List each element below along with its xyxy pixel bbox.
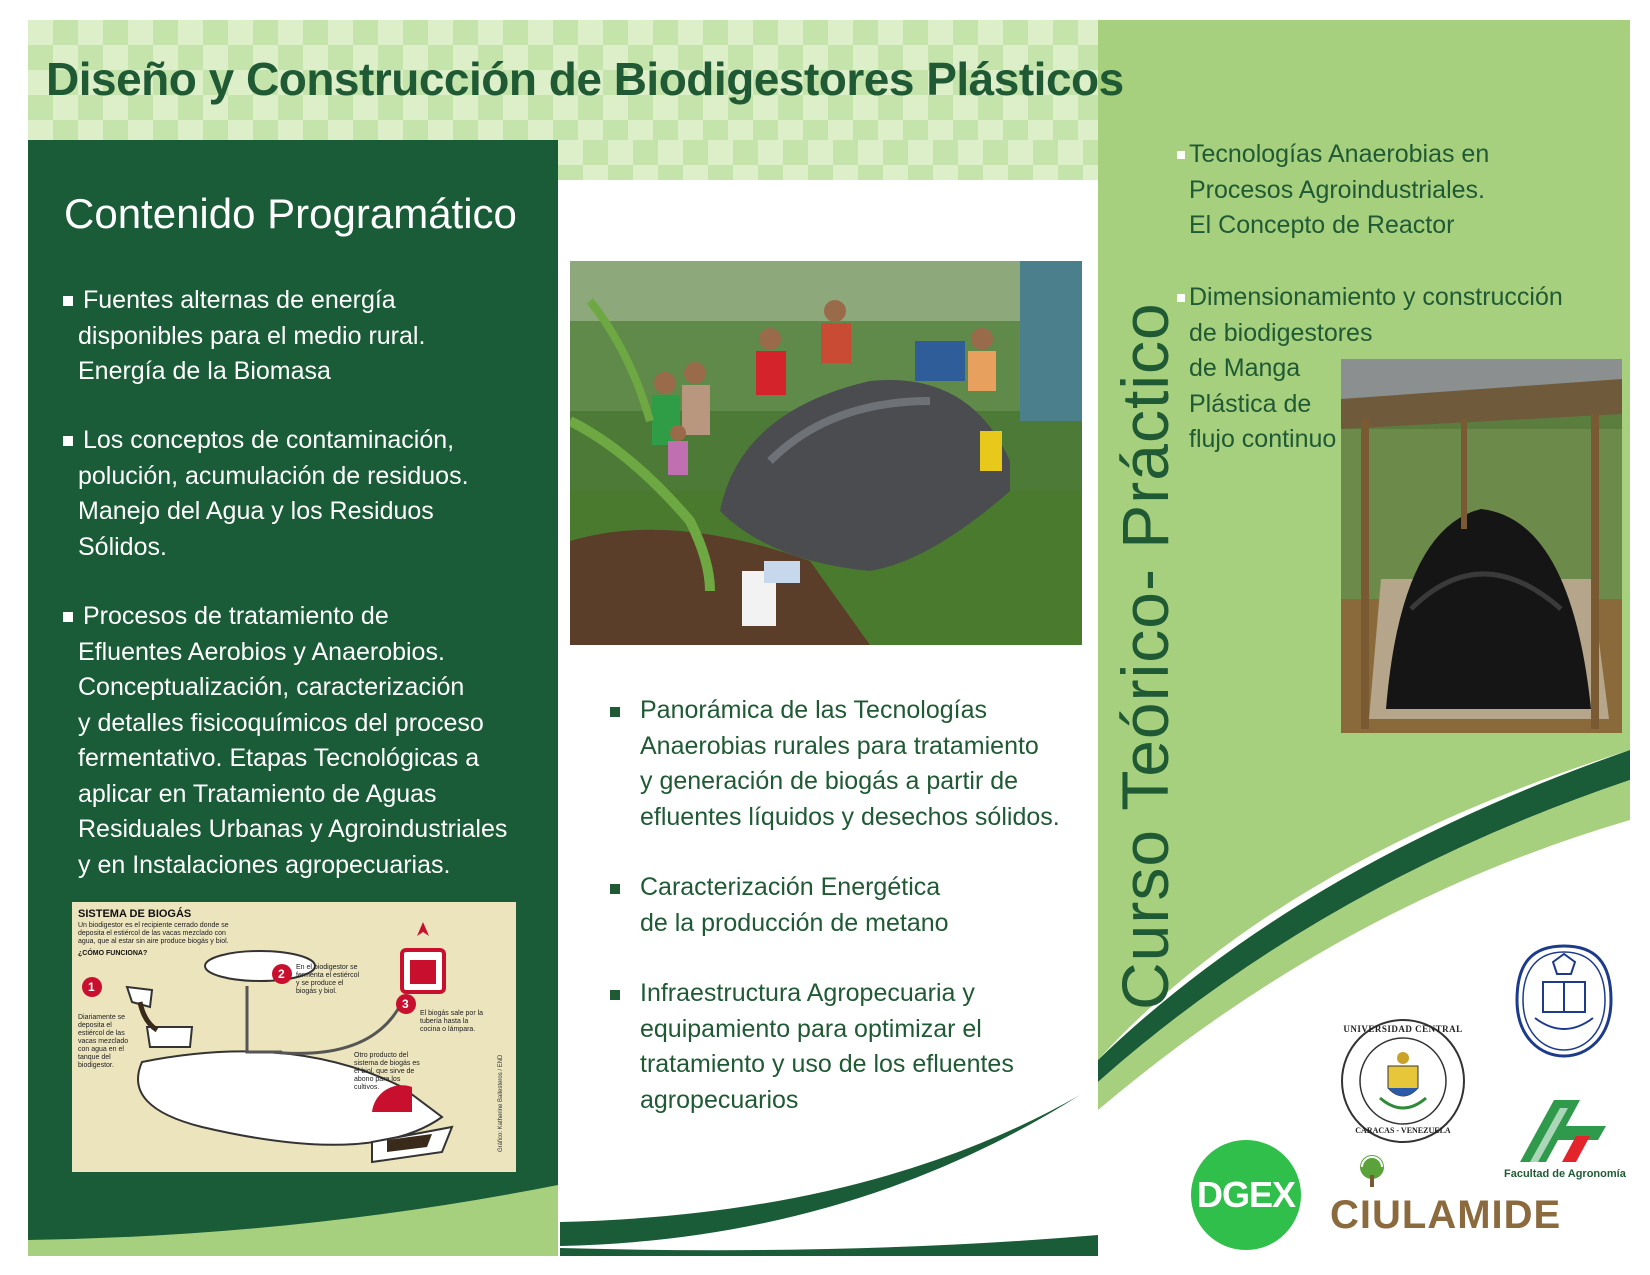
ciulamide-text: CIULAMIDE: [1330, 1193, 1562, 1237]
vertical-course-title: Curso Teórico- Práctico: [1108, 302, 1182, 1010]
ciulamide-logo: [1330, 1183, 1620, 1249]
ucv-ring-text: UNIVERSIDAD CENTRAL: [1343, 1024, 1463, 1034]
step-2-text: En el biodigestor se fermenta el estiércol y se produce el biogás y biol.: [296, 964, 360, 995]
left-item-2: Los conceptos de contaminación, polución, acumulación de residuos. Manejo del Agua y los Residuos Sólidos.: [63, 423, 533, 565]
middle-item-1: Panorámica de las Tecnologías Anaerobias rurales para tratamiento y generación de biogás a partir de efluentes líquidos y desechos sólidos.: [640, 693, 1080, 835]
section-heading: Contenido Programático: [64, 190, 517, 237]
left-item-1: Fuentes alternas de energía disponibles para el medio rural. Energía de la Biomasa: [63, 283, 533, 390]
step-1-number: 1: [88, 980, 95, 994]
brochure-title: Diseño y Construcción de Biodigestores Plásticos: [46, 53, 1124, 105]
middle-item-2: Caracterización Energética de la producción de metano: [640, 870, 1080, 941]
infographic-note: Otro producto del sistema de biogás es el biol, que sirve de abono para los cultivos.: [354, 1052, 420, 1091]
infographic-intro: Un biodigestor es el recipiente cerrado donde se deposita el estiércol de las vacas mezclado con agua, que al estar sin aire produce biogás y biol.: [78, 922, 229, 945]
middle-item-3: Infraestructura Agropecuaria y equipamiento para optimizar el tratamiento y uso de los efluentes agropecuarios: [640, 976, 1080, 1118]
right-item-2: Dimensionamiento y construcción de biodigestores de Manga Plástica de flujo continuo: [1177, 280, 1563, 458]
ciulamide-tree-icon: [1354, 1153, 1390, 1189]
left-item-3: Procesos de tratamiento de Efluentes Aerobios y Anaerobios. Conceptualización, caracterización y detalles fisicoquímicos del proceso fermentativo. Etapas Tecnológicas a aplicar en Tratamiento de Aguas Residuales Urbanas y Agroindustriales y en Instalaciones agropecuarias.: [63, 599, 533, 883]
step-3-number: 3: [402, 997, 409, 1011]
dgex-logo: [1191, 1140, 1301, 1250]
infographic-credit: Gráfico: Katherine Ballesteros / END: [498, 1054, 504, 1152]
step-3-text: El biogás sale por la tubería hasta la cocina o lámpara.: [420, 1010, 484, 1033]
bullet-square-icon: [1177, 294, 1185, 302]
ucv-bottom-text: CARACAS - VENEZUELA: [1355, 1126, 1451, 1135]
step-2-number: 2: [278, 967, 285, 981]
bullet-square-icon: [1177, 151, 1185, 159]
infographic-title: SISTEMA DE BIOGÁS: [78, 908, 192, 920]
infographic-question: ¿CÓMO FUNCIONA?: [78, 950, 148, 957]
fundacite-seal-logo: [1515, 942, 1613, 1060]
covered-biodigestor-photo: [1341, 359, 1622, 733]
agronomia-logo: [1504, 1096, 1626, 1186]
step-1-text: Diariamente se deposita el estiércol de las vacas mezclado con agua en el tanque del biodigestor.: [78, 1014, 129, 1069]
right-item-1: Tecnologías Anaerobias en Procesos Agroindustriales. El Concepto de Reactor: [1177, 137, 1489, 244]
agronomia-caption: Facultad de Agronomía: [1504, 1168, 1626, 1180]
dgex-text: DGEX: [1196, 1174, 1296, 1215]
ucv-seal-logo: [1340, 1018, 1466, 1144]
